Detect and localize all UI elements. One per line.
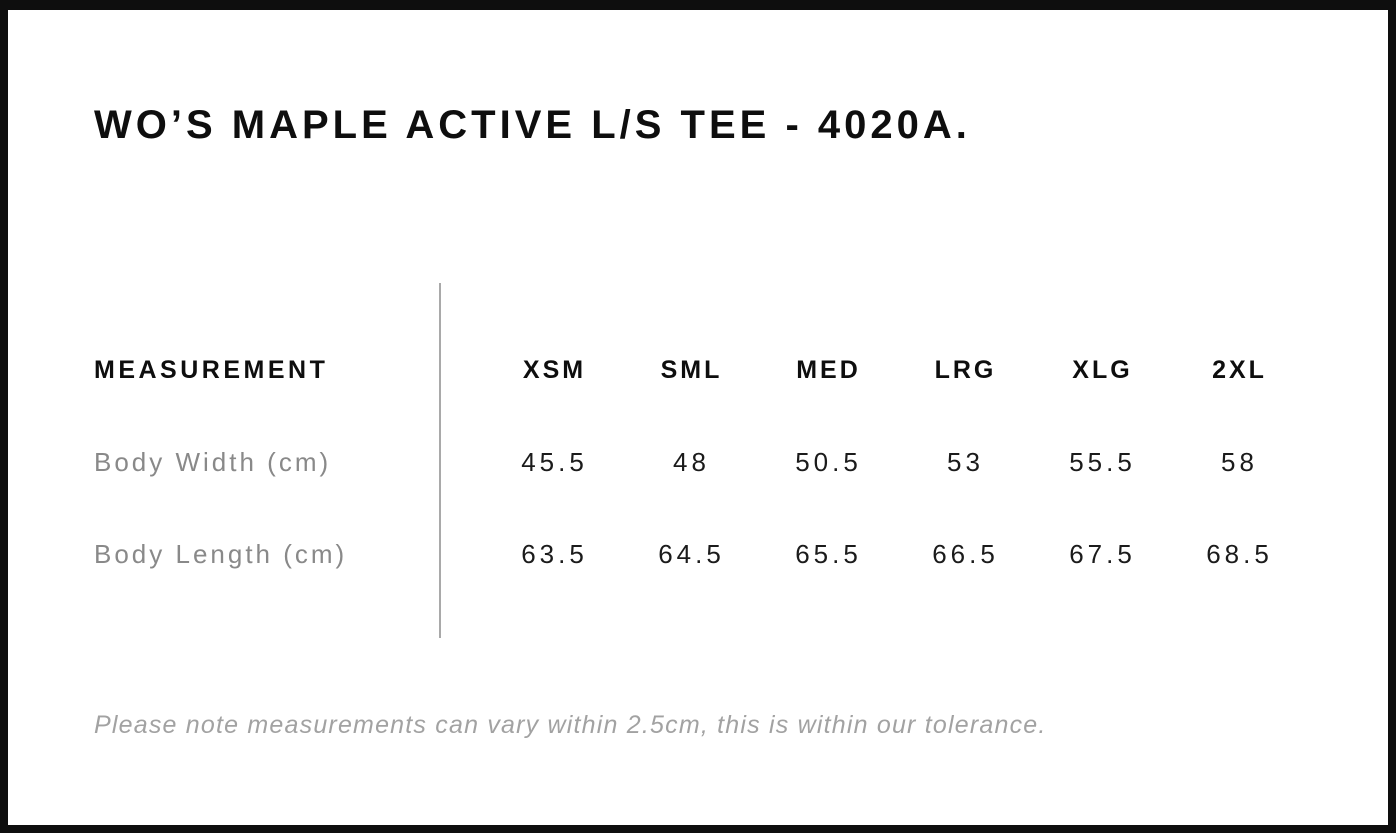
body-length-lrg: 66.5: [932, 538, 999, 569]
size-chart-content: [8, 105, 1388, 740]
size-header-med: MED: [796, 355, 861, 384]
measurement-column-header: MEASUREMENT: [94, 355, 329, 384]
body-length-2xl: 68.5: [1206, 538, 1273, 569]
tolerance-note: Please note measurements can vary within 2.5cm, this is within our tolerance.: [94, 711, 1047, 739]
body-length-values: [486, 539, 1308, 570]
body-length-sml: 64.5: [658, 538, 725, 569]
table-row-body-width: [94, 416, 1348, 508]
size-header-sml: SML: [660, 355, 723, 384]
size-header-group: [486, 356, 1308, 385]
body-length-med: 65.5: [795, 538, 862, 569]
size-header-xsm: XSM: [522, 355, 587, 384]
table-header-row: [94, 324, 1348, 416]
body-width-xsm: 45.5: [521, 446, 588, 477]
size-header-lrg: LRG: [934, 355, 997, 384]
body-width-2xl: 58: [1221, 446, 1258, 477]
table-row-body-length: [94, 508, 1348, 600]
row-label-body-length: Body Length (cm): [94, 538, 348, 569]
body-width-values: [486, 447, 1308, 478]
body-width-med: 50.5: [795, 446, 862, 477]
product-title: WO’S MAPLE ACTIVE L/S TEE - 4020A.: [94, 103, 971, 147]
body-width-sml: 48: [673, 446, 710, 477]
size-header-2xl: 2XL: [1212, 355, 1267, 384]
body-width-lrg: 53: [947, 446, 984, 477]
size-header-xlg: XLG: [1072, 355, 1133, 384]
body-length-xlg: 67.5: [1069, 538, 1136, 569]
size-table: [94, 283, 1348, 638]
body-length-xsm: 63.5: [521, 538, 588, 569]
body-width-xlg: 55.5: [1069, 446, 1136, 477]
column-divider-line: [439, 283, 441, 638]
row-label-body-width: Body Width (cm): [94, 446, 332, 477]
